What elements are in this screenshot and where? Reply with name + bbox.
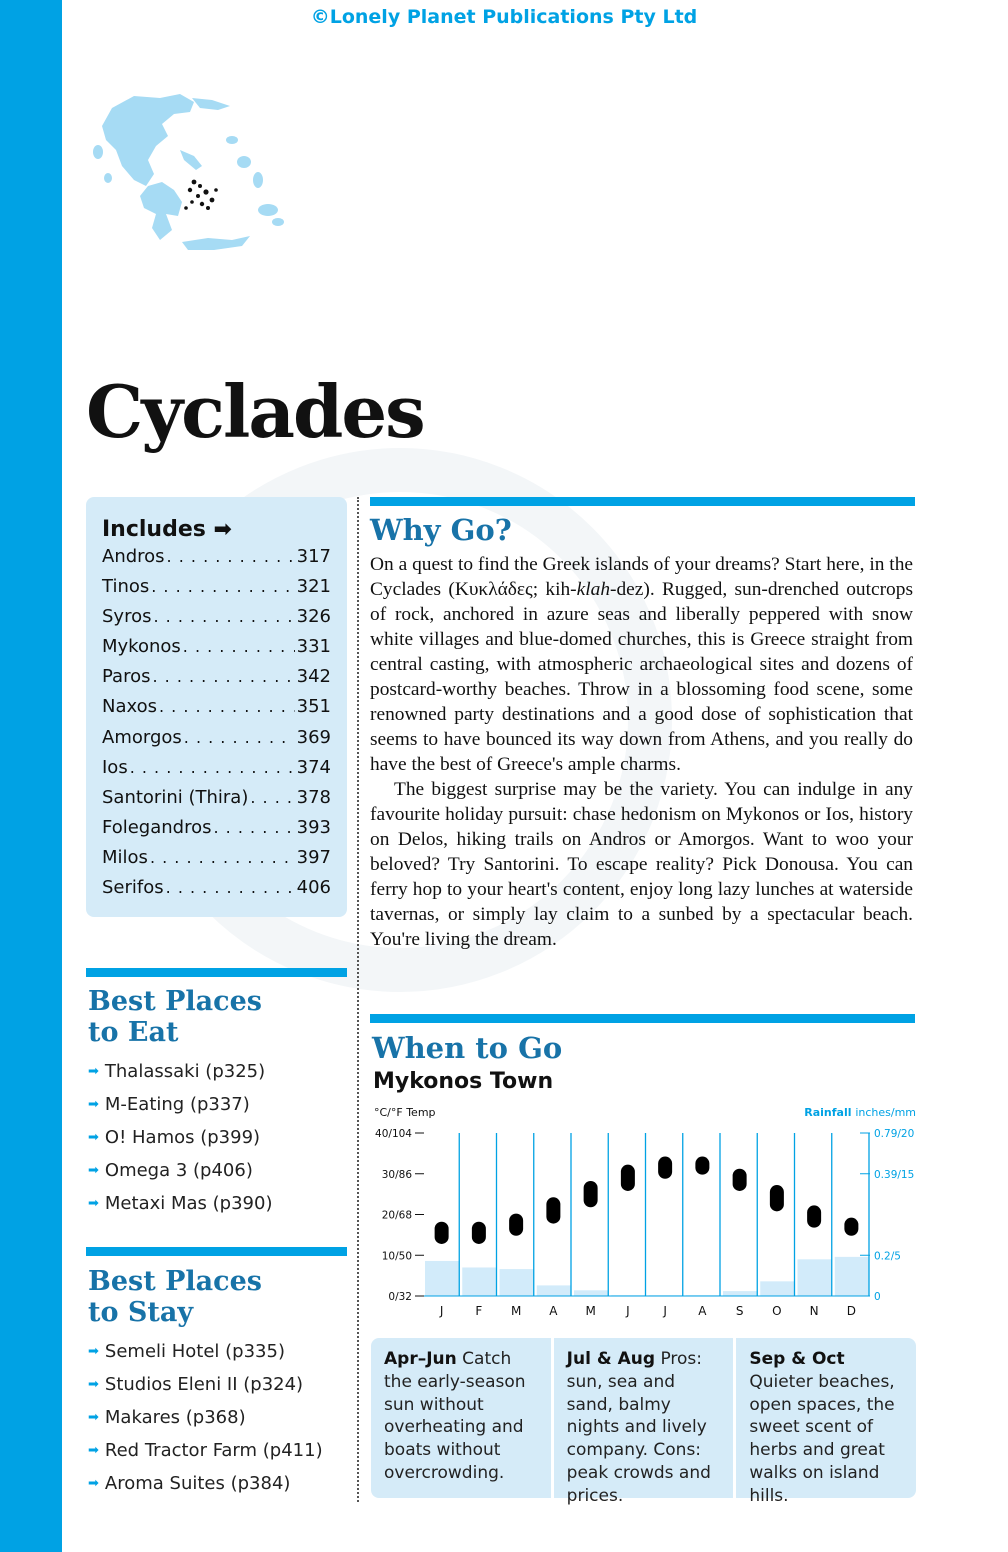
includes-item[interactable] — [102, 606, 331, 636]
temp-range-pill — [770, 1185, 784, 1211]
arrow-right-icon: ➡ — [88, 1410, 99, 1425]
list-item-label: Studios Eleni II (p324) — [104, 1374, 304, 1395]
when-to-go-heading: When to Go — [372, 1031, 563, 1065]
includes-item[interactable] — [102, 847, 331, 877]
includes-item[interactable] — [102, 817, 331, 847]
month-label: A — [549, 1304, 558, 1318]
rain-bar — [723, 1291, 757, 1296]
includes-item-page: 317 — [296, 546, 331, 567]
rain-bar — [500, 1269, 534, 1296]
includes-heading: Includes ➡ — [102, 517, 232, 542]
when-to-go-rule — [370, 1014, 915, 1023]
list-item-label: Semeli Hotel (p335) — [104, 1341, 285, 1362]
temp-range-pill — [472, 1222, 486, 1244]
includes-item-name: Ios — [102, 756, 128, 778]
includes-item-page: 326 — [296, 606, 331, 628]
includes-item-page: 321 — [296, 576, 331, 598]
leader-dots — [150, 848, 295, 867]
month-label: N — [809, 1304, 819, 1318]
includes-item-name: Mykonos — [102, 636, 181, 658]
includes-item-page: 374 — [296, 756, 331, 778]
month-label: M — [510, 1304, 522, 1318]
arrow-right-icon: ➡ — [88, 1064, 99, 1079]
temp-range-pill — [584, 1181, 598, 1207]
includes-item-name: Serifos — [102, 877, 164, 899]
month-label: S — [735, 1304, 744, 1318]
includes-box — [86, 497, 347, 917]
includes-item-page: 351 — [296, 696, 331, 718]
includes-item-name: Folegandros — [102, 816, 212, 838]
temp-range-pill — [621, 1165, 635, 1191]
includes-item-page: 397 — [296, 846, 331, 868]
best-eat-heading-line2: to Eat — [88, 1017, 179, 1048]
best-eat-list — [88, 1055, 272, 1220]
includes-item[interactable] — [102, 727, 331, 757]
rain-bar — [798, 1259, 832, 1296]
greece-locator-map — [82, 90, 292, 260]
temp-axis-title: °C/°F Temp — [374, 1106, 436, 1119]
season-text: Pros: sun, sea and sand, balmy nights and lively company. Cons: peak crowds and prices. — [566, 1349, 711, 1506]
list-item[interactable] — [88, 1055, 272, 1088]
arrow-right-icon: ➡ — [88, 1377, 99, 1392]
season-text: Quieter beaches, open spaces, the sweet scent of herbs and great walks on island hills. — [749, 1371, 895, 1506]
includes-item[interactable] — [102, 666, 331, 696]
month-label: F — [475, 1304, 483, 1318]
includes-item-name: Amorgos — [102, 726, 182, 748]
list-item-label: Aroma Suites (p384) — [104, 1473, 291, 1494]
temp-tick-label: 0/32 — [388, 1291, 412, 1303]
includes-item-name: Andros — [102, 546, 165, 567]
arrow-right-icon: ➡ — [88, 1443, 99, 1458]
leader-dots — [166, 878, 295, 897]
temp-range-pill — [435, 1222, 449, 1244]
season-box — [551, 1338, 734, 1506]
season-label: Jul & Aug — [566, 1349, 656, 1369]
list-item-label: Omega 3 (p406) — [104, 1160, 253, 1181]
month-label: D — [846, 1304, 856, 1318]
why-go-text-b: -dez). Rugged, sun-drenched outcrops of rock, anchored in azure seas and liberally peppered with snow white villages and blue-domed churches, this is Greece straight from central casting, with atmospheric archaeological sites and dozens of postcard-worthy beaches. Throw in a blossoming food scene, some renowned party destinations and a good dose of sophistication that seems to have bounced its way down from Athens, and you really do have the best of Greece's ample charms. — [370, 579, 913, 775]
best-stay-rule — [86, 1247, 347, 1256]
temp-range-pill — [807, 1205, 821, 1227]
leader-dots — [151, 577, 294, 596]
includes-item[interactable] — [102, 787, 331, 817]
best-eat-heading-line1: Best Places — [88, 986, 262, 1017]
rain-bar — [425, 1261, 459, 1296]
includes-item-name: Tinos — [102, 576, 150, 598]
best-stay-heading-line1: Best Places — [88, 1266, 262, 1297]
leader-dots — [167, 547, 295, 566]
why-go-rule — [370, 497, 915, 506]
list-item[interactable] — [88, 1467, 323, 1500]
list-item[interactable] — [88, 1121, 272, 1154]
includes-item-page: 393 — [296, 816, 331, 838]
temp-range-pill — [695, 1157, 709, 1175]
climate-location: Mykonos Town — [373, 1069, 554, 1094]
includes-item-name: Syros — [102, 606, 152, 628]
why-go-paragraph-2: The biggest surprise may be the variety. You can indulge in any favourite holiday pursuit: chase hedonism on Mykonos or Ios, history on Delos, hiking trails on Andros or Amorgos. Want to woo your beloved? Try Santorini. To escape reality? Pick Donousa. You can ferry hop to your heart's content, enjoy long lazy lunches at waterside tavernas, or simply lay claim to a sunbed by a spectacular beach. You're living the dream. — [370, 779, 913, 950]
includes-item-page: 342 — [296, 666, 331, 688]
arrow-right-icon: ➡ — [88, 1344, 99, 1359]
best-eat-rule — [86, 968, 347, 977]
best-stay-heading — [88, 1266, 262, 1328]
season-text: Catch the early-season sun without overheating and boats without overcrowding. — [384, 1349, 526, 1483]
arrow-right-icon: ➡ — [88, 1476, 99, 1491]
includes-item-page: 369 — [296, 726, 331, 748]
season-label: Sep & Oct — [749, 1349, 845, 1369]
list-item[interactable] — [88, 1401, 323, 1434]
season-box — [371, 1338, 551, 1498]
season-label: Apr–Jun — [384, 1349, 457, 1369]
leader-dots — [250, 788, 294, 807]
rain-bar — [760, 1281, 794, 1296]
rain-bar — [574, 1290, 608, 1296]
includes-list — [102, 546, 331, 907]
climate-chart — [360, 1100, 920, 1325]
temp-tick-label: 20/68 — [381, 1209, 412, 1222]
month-label: M — [585, 1304, 596, 1318]
list-item-label: Makares (p368) — [104, 1407, 246, 1428]
best-stay-list — [88, 1335, 323, 1500]
list-item[interactable] — [88, 1434, 323, 1467]
why-go-body — [370, 552, 913, 952]
month-label: J — [626, 1304, 630, 1318]
includes-item-name: Naxos — [102, 696, 157, 718]
rain-bar — [462, 1267, 496, 1296]
temp-range-pill — [658, 1157, 672, 1179]
includes-item-name: Milos — [102, 846, 148, 868]
temp-range-pill — [546, 1197, 560, 1223]
season-boxes — [371, 1338, 916, 1506]
includes-item-page: 331 — [296, 636, 331, 658]
rain-tick-label: 0.39/15 — [874, 1168, 915, 1181]
includes-item[interactable] — [102, 877, 331, 907]
includes-item-name: Santorini (Thira) — [102, 786, 249, 808]
list-item-label: Metaxi Mas (p390) — [104, 1193, 273, 1214]
month-label: A — [698, 1304, 707, 1318]
list-item[interactable] — [88, 1187, 272, 1220]
includes-item[interactable] — [102, 757, 331, 787]
temp-range-pill — [509, 1214, 523, 1236]
month-label: J — [663, 1304, 667, 1318]
best-stay-heading-line2: to Stay — [88, 1297, 194, 1328]
temp-range-pill — [733, 1169, 747, 1191]
temp-range-pill — [844, 1218, 858, 1236]
rain-bar — [835, 1257, 869, 1296]
why-go-paragraph-1 — [370, 552, 913, 777]
rain-bar — [537, 1285, 571, 1296]
sidebar-band — [0, 0, 62, 1552]
arrow-right-icon: ➡ — [88, 1130, 99, 1145]
includes-item-page: 378 — [296, 786, 331, 808]
list-item[interactable] — [88, 1368, 323, 1401]
temp-tick-label: 10/50 — [381, 1250, 412, 1263]
includes-item-name: Paros — [102, 666, 151, 688]
includes-item-page: 406 — [296, 877, 331, 899]
rain-tick-label: 0.2/5 — [874, 1250, 901, 1263]
column-divider — [357, 497, 359, 1502]
leader-dots — [159, 697, 295, 716]
list-item[interactable] — [88, 1154, 272, 1187]
arrow-right-icon: ➡ — [88, 1163, 99, 1178]
list-item[interactable] — [88, 1088, 272, 1121]
list-item[interactable] — [88, 1335, 323, 1368]
leader-dots — [214, 818, 295, 837]
temp-tick-label: 30/86 — [381, 1168, 412, 1181]
season-box — [733, 1338, 916, 1506]
copyright-notice: ©Lonely Planet Publications Pty Ltd — [310, 6, 698, 28]
month-label: O — [772, 1304, 782, 1318]
leader-dots — [184, 728, 295, 747]
includes-item[interactable] — [102, 636, 331, 666]
arrow-right-icon: ➡ — [88, 1196, 99, 1211]
includes-item[interactable] — [102, 696, 331, 726]
rain-tick-label: 0.79/20 — [874, 1128, 915, 1140]
list-item-label: O! Hamos (p399) — [104, 1127, 261, 1148]
temp-tick-label: 40/104 — [375, 1128, 412, 1140]
includes-item[interactable] — [102, 576, 331, 606]
why-go-text-a: On a quest to find the Greek islands of your dreams? Start here, in the Cyclades (Κυκλάδες; kih- — [370, 554, 913, 600]
rain-tick-label: 0 — [874, 1291, 881, 1303]
list-item-label: Thalassaki (p325) — [104, 1061, 266, 1082]
rain-axis-title: Rainfall inches/mm — [804, 1106, 916, 1119]
list-item-label: Red Tractor Farm (p411) — [104, 1440, 323, 1461]
leader-dots — [183, 637, 295, 656]
why-go-pronunciation-stress: klah — [576, 579, 611, 600]
month-label: J — [439, 1304, 444, 1318]
why-go-heading: Why Go? — [370, 513, 512, 547]
leader-dots — [130, 758, 295, 777]
leader-dots — [153, 607, 294, 626]
best-eat-heading — [88, 986, 262, 1048]
chapter-title: Cyclades — [86, 369, 424, 454]
arrow-right-icon: ➡ — [88, 1097, 99, 1112]
leader-dots — [152, 667, 294, 686]
includes-item[interactable] — [102, 546, 331, 576]
list-item-label: M-Eating (p337) — [104, 1094, 250, 1115]
